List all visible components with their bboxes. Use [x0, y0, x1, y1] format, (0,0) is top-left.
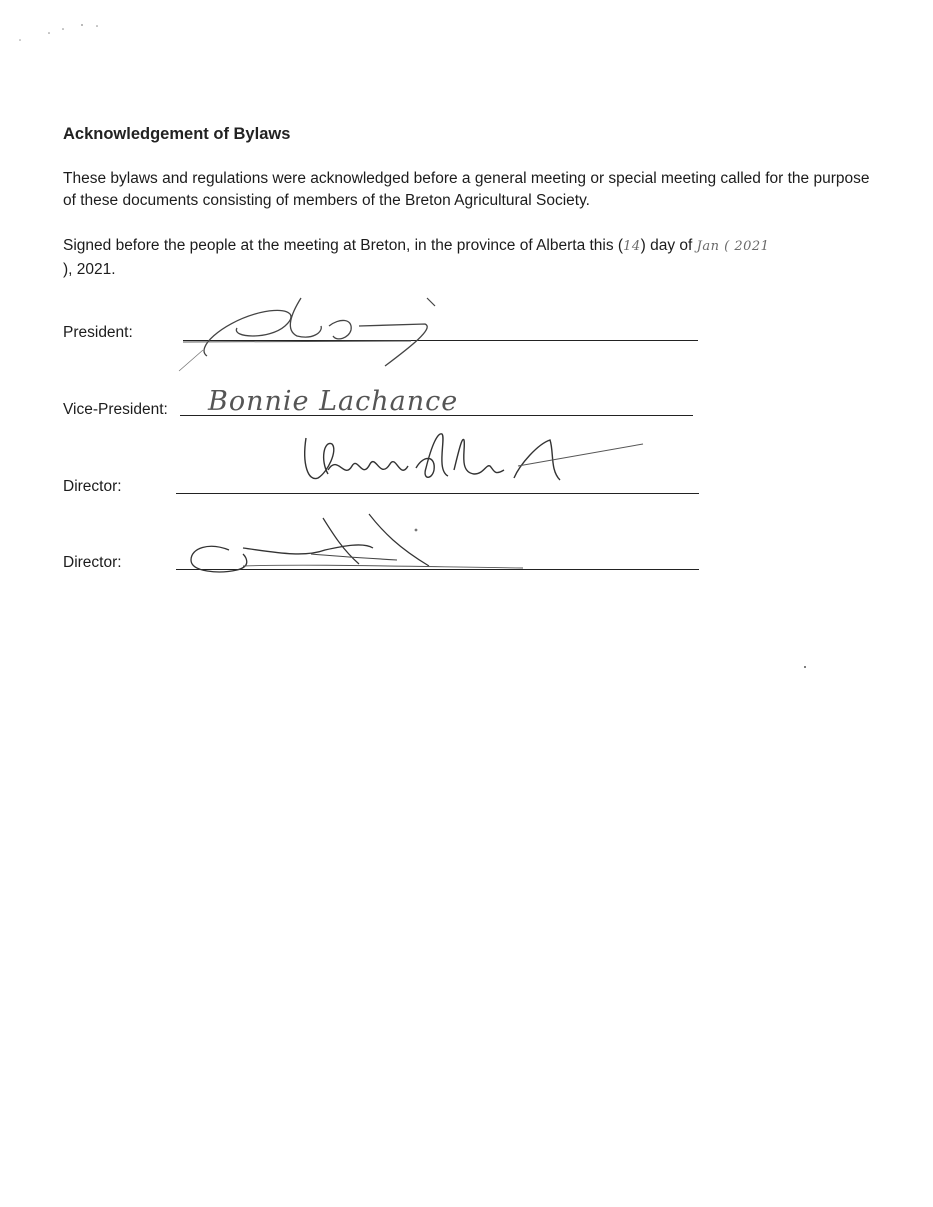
signature-row-director-1 — [63, 436, 703, 496]
handwritten-day: 14 — [623, 239, 641, 254]
president-signature — [173, 286, 493, 381]
signed-statement — [63, 234, 883, 281]
page-title: Acknowledgement of Bylaws — [63, 125, 291, 143]
signed-suffix: ), 2021. — [63, 261, 116, 278]
signature-row-vice-president — [63, 368, 703, 428]
signature-label-vice-president: Vice-President: — [63, 401, 168, 418]
vice-president-signature: Bonnie Lachance — [208, 386, 459, 417]
handwritten-month-year: Jan ( 2021 — [696, 239, 770, 254]
signature-label-president: President: — [63, 324, 133, 341]
signature-row-director-2 — [63, 512, 703, 572]
scan-speck — [804, 666, 806, 668]
director-1-signature — [298, 424, 658, 504]
scan-specks — [0, 0, 120, 50]
signature-row-president — [63, 290, 703, 350]
director-2-signature — [183, 512, 543, 582]
signature-label-director-1: Director: — [63, 478, 122, 495]
signature-label-director-2: Director: — [63, 554, 122, 571]
signed-prefix: Signed before the people at the meeting at Breton, in the province of Alberta this ( — [63, 237, 624, 254]
signed-middle: ) day of — [640, 237, 693, 254]
acknowledgement-paragraph: These bylaws and regulations were acknowledged before a general meeting or special meeting called for the purpose of these documents consisting of members of the Breton Agricultural Society. — [63, 170, 870, 209]
